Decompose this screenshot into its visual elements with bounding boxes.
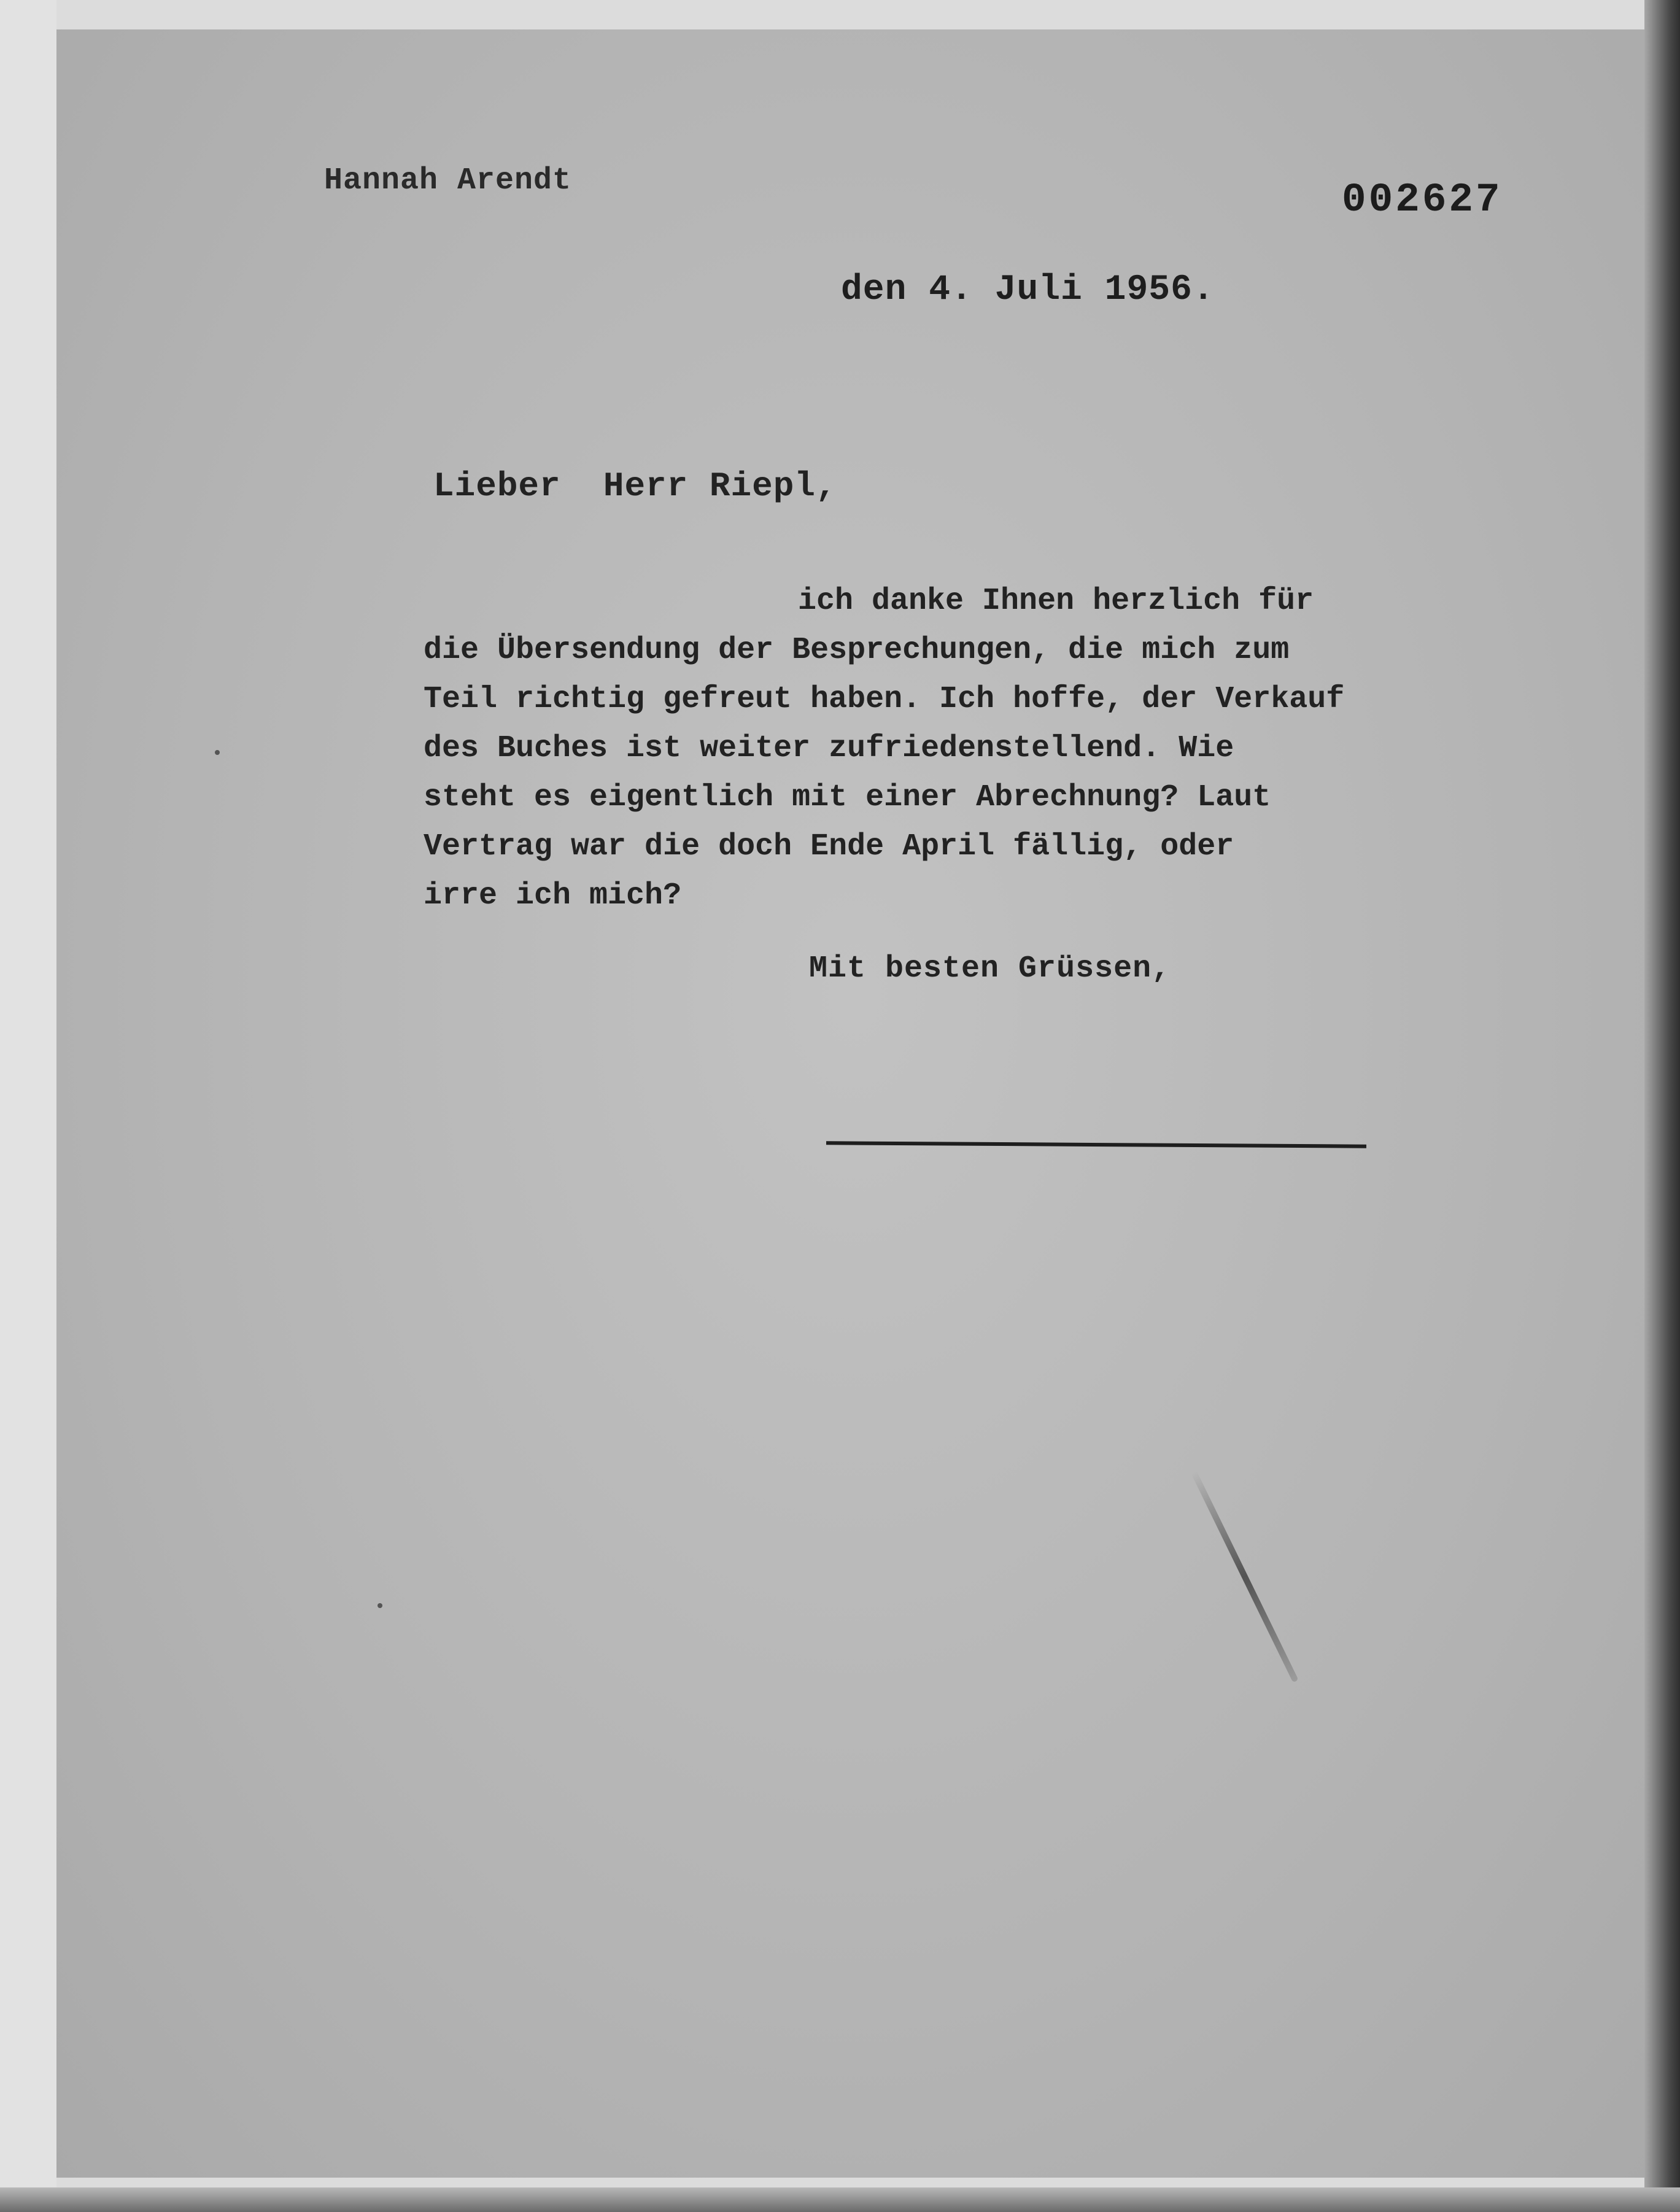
body-line: irre ich mich? <box>424 878 682 913</box>
body-line: steht es eigentlich mit einer Abrechnung? Laut <box>424 780 1271 815</box>
sender-name: Hannah Arendt <box>324 163 572 198</box>
scan-right-edge <box>1644 0 1680 2212</box>
paper-speck <box>215 750 220 755</box>
letter-date: den 4. Juli 1956. <box>841 270 1215 310</box>
body-line: Vertrag war die doch Ende April fällig, oder <box>424 829 1234 864</box>
scan-left-margin <box>0 0 56 2212</box>
letter-paper <box>56 29 1652 2178</box>
scan-bottom-edge <box>0 2187 1680 2212</box>
body-line: ich danke Ihnen herzlich für <box>798 584 1314 619</box>
closing: Mit besten Grüssen, <box>809 951 1171 986</box>
archive-number: 002627 <box>1342 177 1503 223</box>
body-line: Teil richtig gefreut haben. Ich hoffe, der Verkauf <box>424 682 1345 717</box>
body-line: die Übersendung der Besprechungen, die mich zum <box>424 633 1290 668</box>
salutation: Lieber Herr Riepl, <box>433 466 837 506</box>
body-line: des Buches ist weiter zufriedenstellend. Wie <box>424 731 1234 766</box>
paper-speck <box>377 1603 382 1608</box>
letter-body <box>424 577 1430 921</box>
